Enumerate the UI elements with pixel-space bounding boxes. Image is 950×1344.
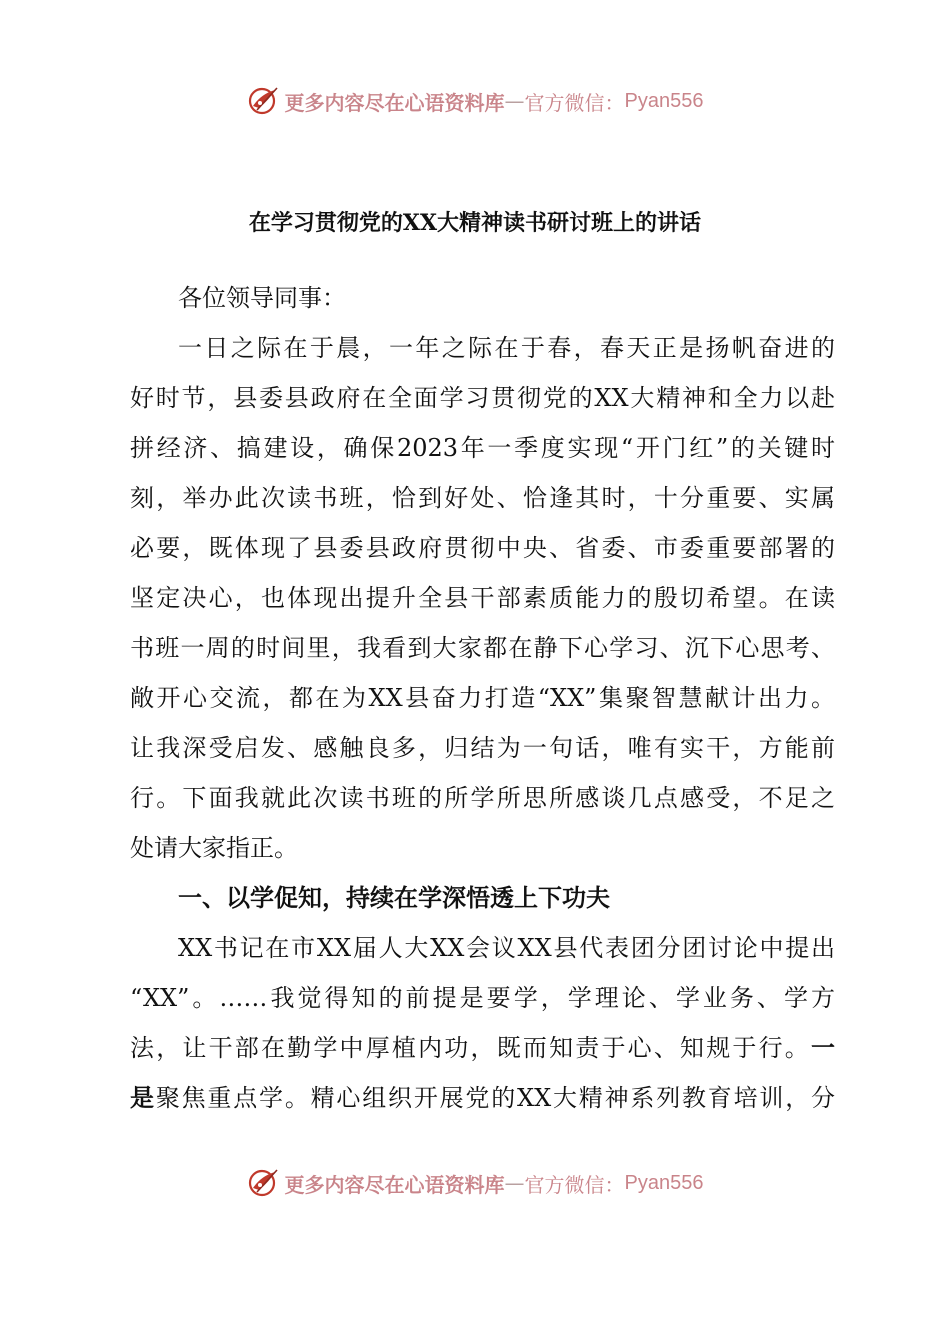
banner-dash: — xyxy=(504,89,525,113)
paragraph-line-with-bold xyxy=(130,1023,835,1073)
banner-wechat-label: 官方微信： xyxy=(524,1172,625,1197)
line-text: 法，让干部在勤学中厚植内功，既而知责于心、知规于行。 xyxy=(130,1034,811,1062)
paragraph-line: 行。下面我就此次读书班的所学所思所感谈几点感受，不足之 xyxy=(130,784,835,812)
paragraph-line: XX书记在市XX届人大XX会议XX县代表团分团讨论中提出 xyxy=(178,934,835,962)
banner-wechat-label: 官方微信： xyxy=(524,90,625,115)
paragraph-line: 书班一周的时间里，我看到大家都在静下心学习、沉下心思考、 xyxy=(130,634,835,662)
bold-marker: 一 xyxy=(811,1033,835,1062)
pen-logo-icon xyxy=(247,84,281,118)
watermark-banner-bottom xyxy=(0,1158,950,1208)
paragraph-line: 坚定决心，也体现出提升全县干部素质能力的殷切希望。在读 xyxy=(130,584,835,612)
paragraph-line-with-bold xyxy=(130,1073,835,1123)
paragraph-line: 好时节，县委县政府在全面学习贯彻党的XX大精神和全力以赴 xyxy=(130,384,835,412)
paragraph-line: 拼经济、搞建设，确保2023年一季度实现“开门红”的关键时 xyxy=(130,434,835,462)
line-text: 聚焦重点学。精心组织开展党的XX大精神系列教育培训，分 xyxy=(155,1084,836,1112)
paragraph-line: 必要，既体现了县委县政府贯彻中央、省委、市委重要部署的 xyxy=(130,534,835,562)
salutation: 各位领导同事： xyxy=(178,284,346,312)
paragraph-line: 处请大家指正。 xyxy=(130,834,298,862)
document-title: 在学习贯彻党的XX大精神读书研讨班上的讲话 xyxy=(248,210,702,236)
banner-wechat-id: Pyan556 xyxy=(624,89,704,112)
pen-logo-icon xyxy=(247,1166,281,1200)
paragraph-line: 刻，举办此次读书班，恰到好处、恰逢其时，十分重要、实属 xyxy=(130,484,835,512)
document-body xyxy=(130,273,835,1123)
banner-wechat-id: Pyan556 xyxy=(624,1171,704,1194)
paragraph-line: “XX”。……我觉得知的前提是要学，学理论、学业务、学方 xyxy=(130,984,835,1012)
bold-marker: 是 xyxy=(130,1083,156,1112)
paragraph-line: 敞开心交流，都在为XX县奋力打造“XX”集聚智慧献计出力。 xyxy=(130,684,835,712)
banner-main-text: 更多内容尽在心语资料库 xyxy=(284,90,505,115)
paragraph-line: 一日之际在于晨，一年之际在于春，春天正是扬帆奋进的 xyxy=(178,334,835,362)
watermark-banner-top xyxy=(0,76,950,126)
paragraph-line: 让我深受启发、感触良多，归结为一句话，唯有实干，方能前 xyxy=(130,734,835,762)
banner-main-text: 更多内容尽在心语资料库 xyxy=(284,1172,505,1197)
section-heading: 一、以学促知，持续在学深悟透上下功夫 xyxy=(178,883,610,912)
banner-dash: — xyxy=(504,1171,525,1195)
